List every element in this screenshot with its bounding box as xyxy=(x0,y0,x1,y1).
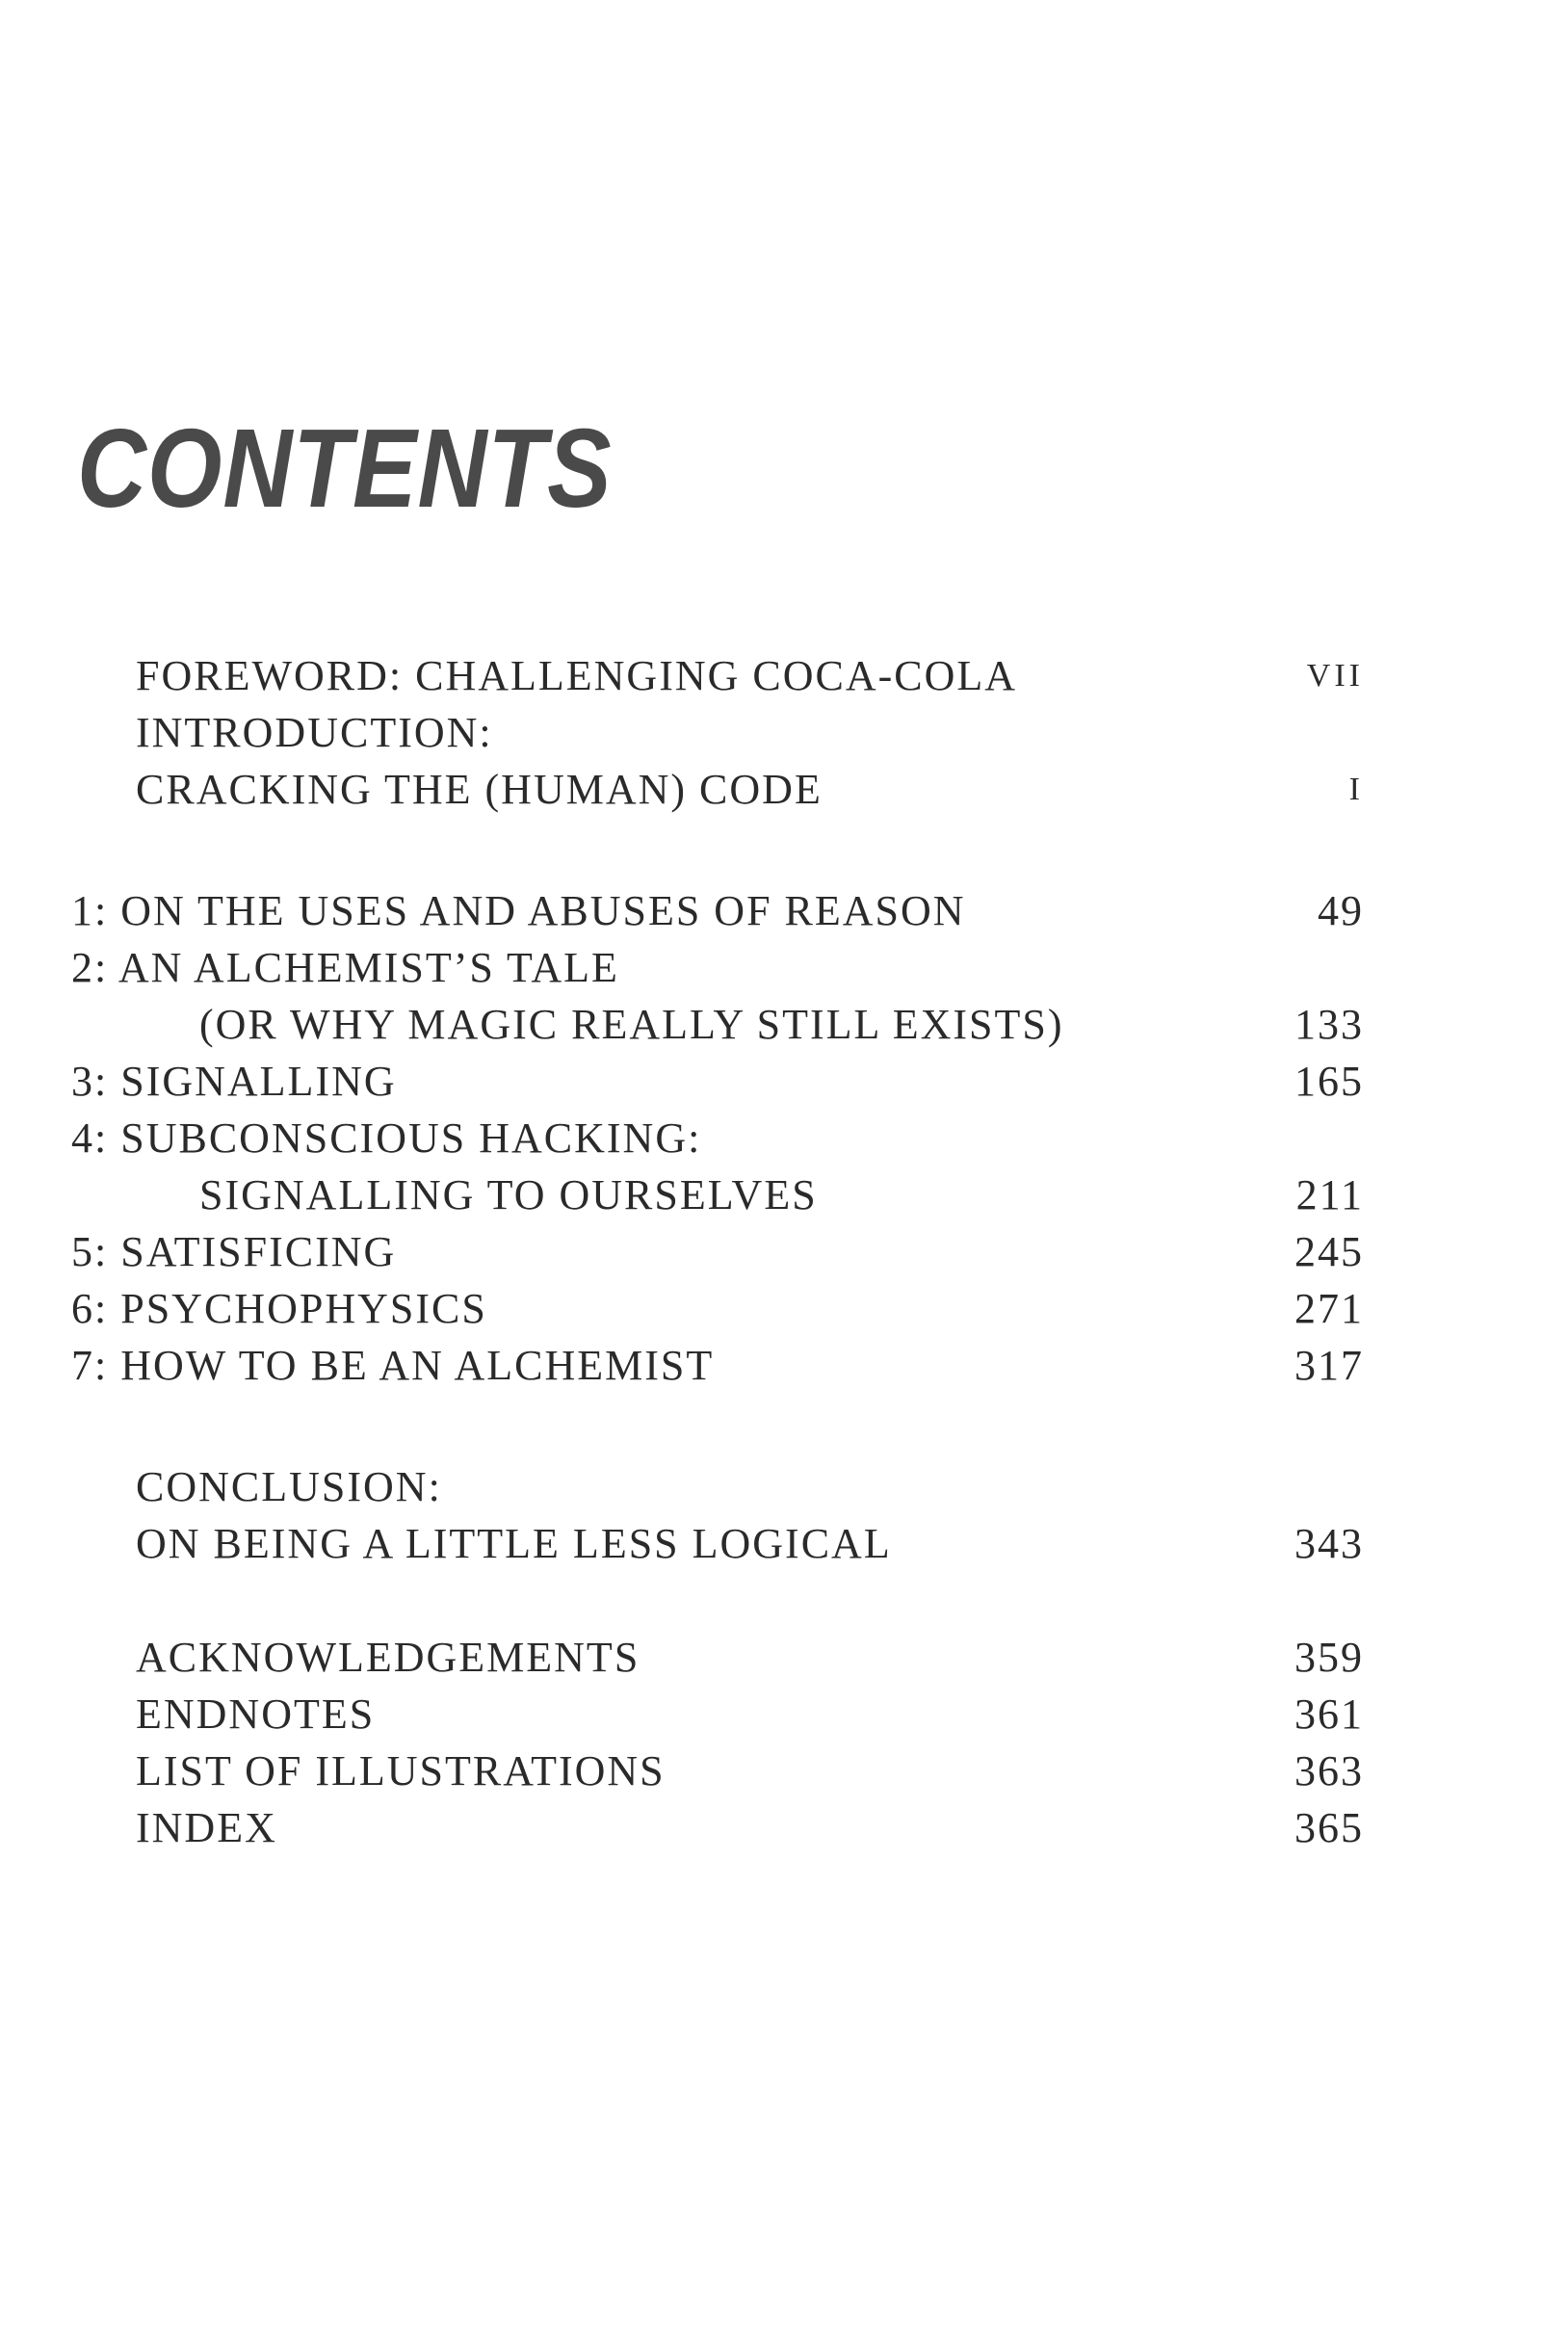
toc-entry-endnotes[interactable] xyxy=(0,1686,1568,1743)
toc-entry-title: CRACKING THE (HUMAN) CODE xyxy=(136,766,823,813)
toc-entry-title: ENDNOTES xyxy=(136,1690,376,1738)
toc-entry-title: LIST OF ILLUSTRATIONS xyxy=(136,1747,666,1795)
toc-entry-chapter-3[interactable] xyxy=(0,1053,1568,1111)
toc-entry-title: ACKNOWLEDGEMENTS xyxy=(136,1634,640,1681)
toc-entry-title: SUBCONSCIOUS HACKING: xyxy=(120,1114,702,1162)
toc-entry-index[interactable] xyxy=(0,1799,1568,1857)
toc-entry-title: INTRODUCTION: xyxy=(136,709,493,756)
toc-entry-conclusion-subtitle[interactable] xyxy=(0,1515,1568,1573)
toc-entry-title: SIGNALLING xyxy=(120,1058,397,1105)
toc-entry-title: INDEX xyxy=(136,1804,277,1851)
chapter-number: 3: xyxy=(71,1058,109,1105)
toc-entry-title: (OR WHY MAGIC REALLY STILL EXISTS) xyxy=(199,1001,1064,1048)
toc-entry-page: 343 xyxy=(1294,1520,1364,1567)
chapter-number: 4: xyxy=(71,1114,109,1162)
toc-entry-chapter-4[interactable] xyxy=(0,1110,1568,1167)
toc-entry-page: VII xyxy=(1306,658,1364,694)
toc-entry-page: 245 xyxy=(1294,1228,1364,1275)
toc-entry-chapter-2-subtitle[interactable] xyxy=(0,996,1568,1054)
chapter-number: 5: xyxy=(71,1228,109,1275)
toc-entry-page: 271 xyxy=(1294,1285,1364,1332)
toc-entry-title: FOREWORD: CHALLENGING COCA-COLA xyxy=(136,652,1018,699)
toc-entry-conclusion[interactable] xyxy=(0,1458,1568,1516)
toc-entry-page: 317 xyxy=(1294,1342,1364,1389)
toc-entry-page: 363 xyxy=(1294,1747,1364,1795)
toc-entry-page: 365 xyxy=(1294,1804,1364,1851)
toc-entry-list-of-illustrations[interactable] xyxy=(0,1742,1568,1800)
toc-entry-page: 49 xyxy=(1318,887,1364,934)
toc-entry-acknowledgements[interactable] xyxy=(0,1629,1568,1687)
toc-entry-title: SATISFICING xyxy=(120,1228,397,1275)
toc-entry-page: 361 xyxy=(1294,1690,1364,1738)
chapter-number: 7: xyxy=(71,1342,109,1389)
toc-entry-chapter-6[interactable] xyxy=(0,1280,1568,1338)
page-title: CONTENTS xyxy=(77,406,613,531)
toc-entry-title: CONCLUSION: xyxy=(136,1463,442,1510)
toc-entry-page: 359 xyxy=(1294,1634,1364,1681)
toc-entry-introduction[interactable] xyxy=(0,704,1568,762)
toc-entry-page: I xyxy=(1348,772,1364,807)
toc-entry-title: ON BEING A LITTLE LESS LOGICAL xyxy=(136,1520,892,1567)
toc-entry-page: 133 xyxy=(1294,1001,1364,1048)
toc-entry-title: AN ALCHEMIST’S TALE xyxy=(118,944,619,991)
toc-entry-page: 211 xyxy=(1295,1171,1364,1218)
toc-entry-chapter-4-subtitle[interactable] xyxy=(0,1166,1568,1224)
toc-entry-title: HOW TO BE AN ALCHEMIST xyxy=(120,1342,715,1389)
chapter-number: 1: xyxy=(71,887,109,934)
toc-entry-title: SIGNALLING TO OURSELVES xyxy=(199,1171,818,1218)
toc-entry-chapter-7[interactable] xyxy=(0,1337,1568,1395)
toc-entry-foreword[interactable] xyxy=(0,647,1568,705)
toc-entry-introduction-subtitle[interactable] xyxy=(0,761,1568,819)
chapter-number: 6: xyxy=(71,1285,109,1332)
toc-entry-title: ON THE USES AND ABUSES OF REASON xyxy=(120,887,966,934)
toc-entry-title: PSYCHOPHYSICS xyxy=(120,1285,487,1332)
chapter-number: 2: xyxy=(71,944,109,991)
toc-entry-chapter-1[interactable] xyxy=(0,882,1568,940)
toc-entry-chapter-5[interactable] xyxy=(0,1223,1568,1281)
toc-entry-page: 165 xyxy=(1294,1058,1364,1105)
toc-entry-chapter-2[interactable] xyxy=(0,939,1568,997)
